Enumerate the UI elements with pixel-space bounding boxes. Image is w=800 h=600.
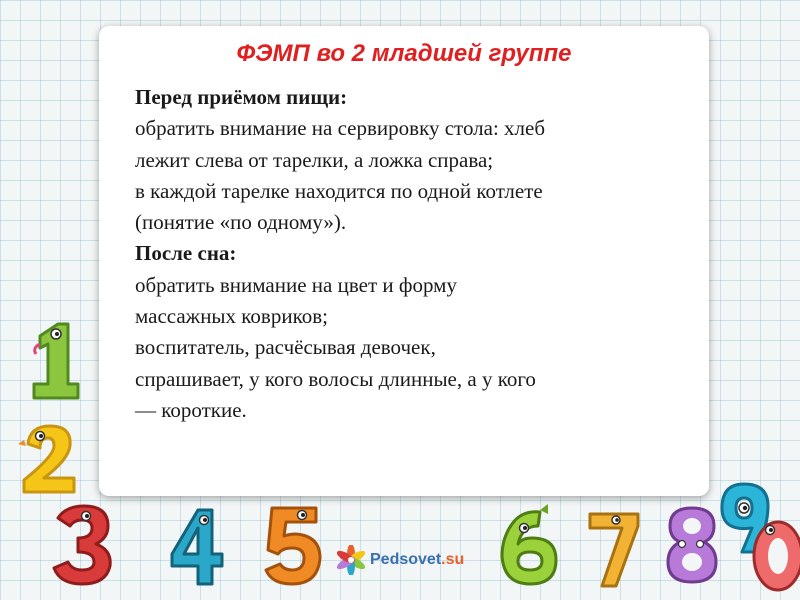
body-line: обратить внимание на сервировку стола: хлеб (135, 116, 546, 141)
digit-two-character (18, 422, 82, 496)
digit-seven-character (586, 508, 642, 588)
body-line: воспитатель, расчёсывая девочек, (135, 335, 436, 360)
section-heading: После сна: (135, 241, 237, 266)
body-line: обратить внимание на цвет и форму (135, 272, 457, 297)
digit-zero-character (748, 514, 800, 594)
body-line: лежит слева от тарелки, а ложка справа; (135, 147, 494, 172)
flower-logo-icon (336, 545, 366, 575)
slide-title: ФЭМП во 2 младшей группе (236, 40, 572, 67)
digit-five-character (262, 504, 324, 588)
content-card (99, 26, 709, 496)
digit-three-character (50, 504, 116, 586)
body-line: (понятие «по одному»). (135, 210, 347, 235)
body-line: массажных ковриков; (135, 304, 328, 329)
body-line: — короткие. (135, 397, 247, 422)
body-line: спрашивает, у кого волосы длинные, а у кого (135, 366, 536, 391)
digit-six-character (496, 504, 562, 588)
digit-eight-character (664, 504, 720, 584)
pedsovet-logo (336, 545, 464, 575)
logo-name: Pedsovet (370, 551, 442, 568)
logo-text (370, 551, 464, 569)
section-heading: Перед приёмом пищи: (135, 85, 348, 109)
slide-body (135, 82, 695, 426)
logo-suffix: .su (441, 551, 465, 568)
body-line: в каждой тарелке находится по одной котлете (135, 178, 543, 203)
digit-four-character (168, 506, 226, 588)
digit-one-character (26, 320, 84, 400)
